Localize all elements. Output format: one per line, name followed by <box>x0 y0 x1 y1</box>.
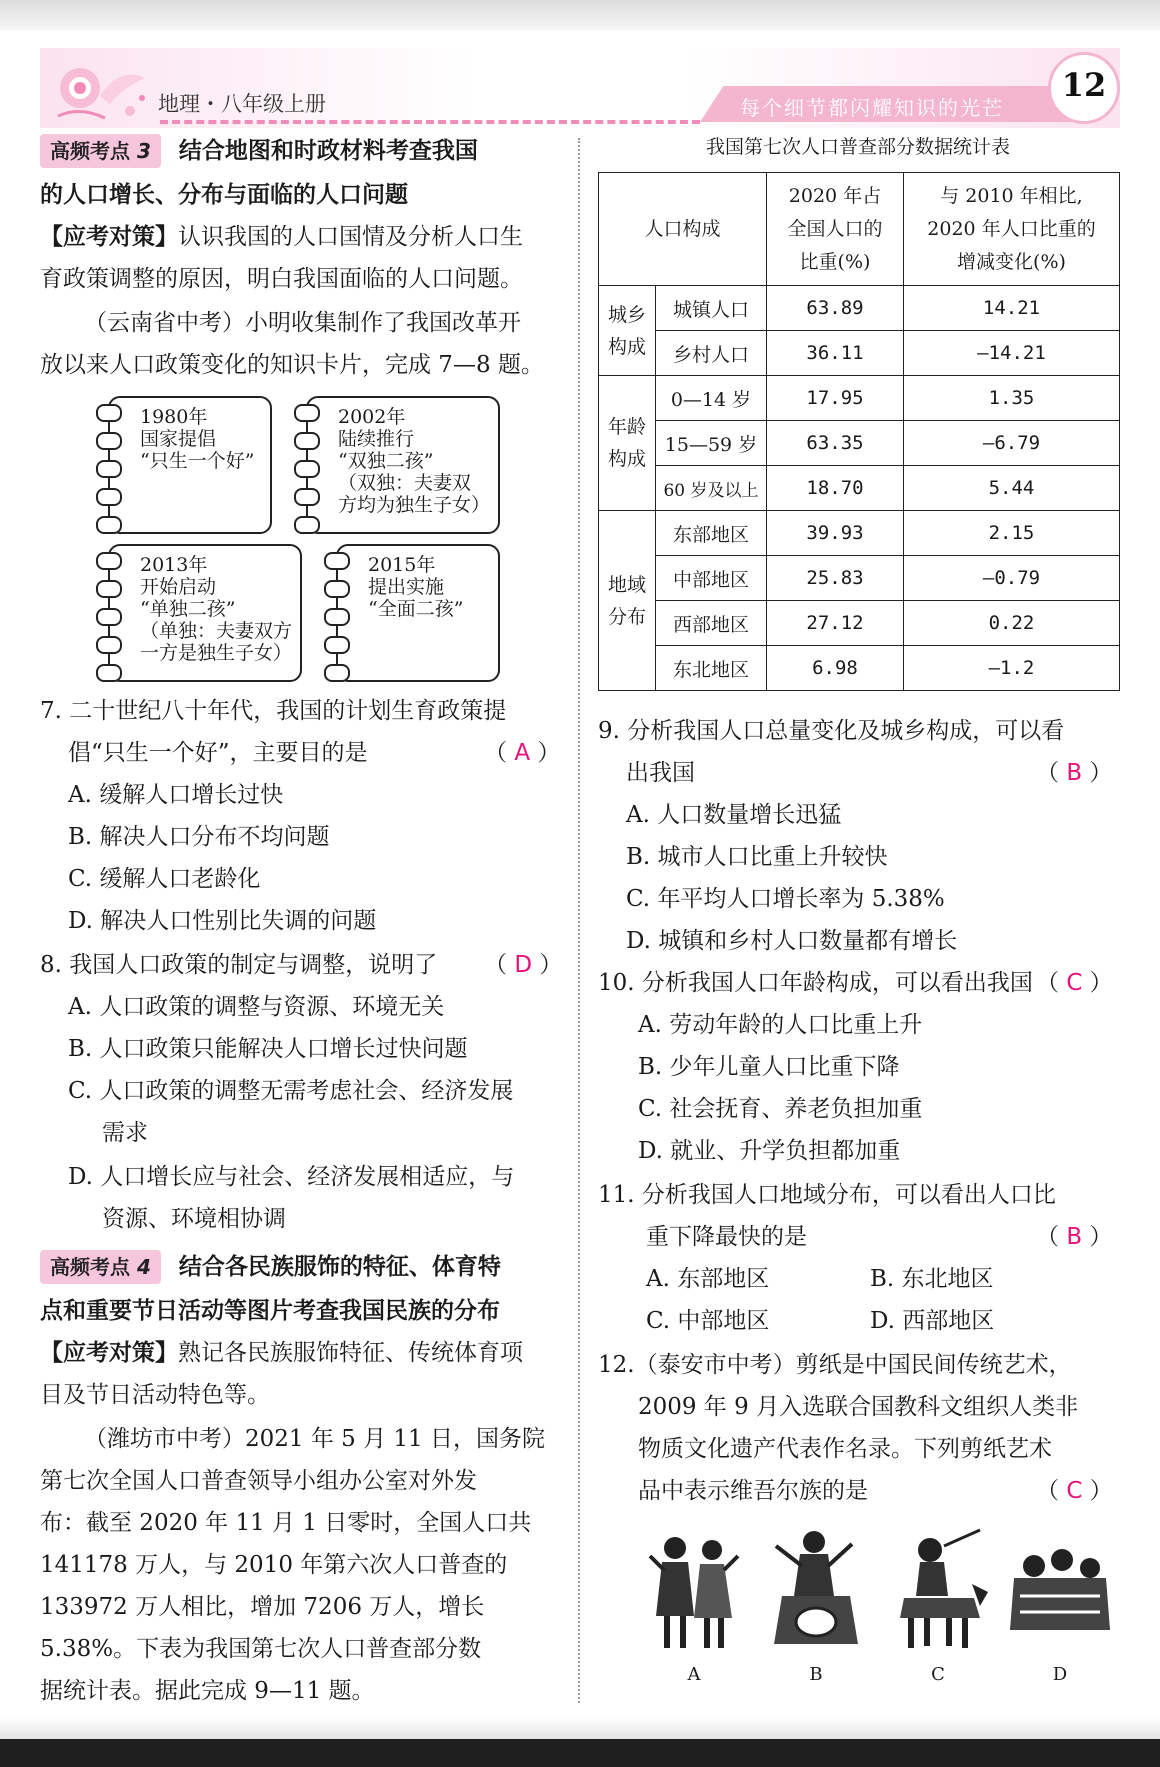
q12-stem-cont: 品中表示维吾尔族的是 <box>638 1478 868 1504</box>
q7-option-d: D. 解决人口性别比失调的问题 <box>68 908 377 934</box>
q9-stem-cont: 出我国 <box>626 760 695 786</box>
papercut-a-dancers-icon <box>640 1526 748 1656</box>
row-label: 东部地区 <box>656 511 767 556</box>
card-text: 2002年 陆续推行 “双独二孩” （双独：夫妻双 方均为独生子女） <box>338 406 491 516</box>
section4-title-cont: 点和重要节日活动等图片考查我国民族的分布 <box>40 1298 500 1324</box>
q11-option-b: B. 东北地区 <box>870 1266 994 1292</box>
papercut-label-a: A <box>687 1664 701 1685</box>
header-share-2020: 2020 年占 全国人口的 比重(%) <box>767 173 904 286</box>
q12-stem-cont: 物质文化遗产代表作名录。下列剪纸艺术 <box>638 1436 1052 1462</box>
material-line: 5.38%。下表为我国第七次人口普查部分数 <box>40 1636 482 1662</box>
table-row <box>599 556 1120 601</box>
q7-option-a: A. 缓解人口增长过快 <box>68 782 284 808</box>
section3-tag: 高频考点 3 <box>40 134 161 168</box>
q10-option-b: B. 少年儿童人口比重下降 <box>638 1054 900 1080</box>
papercut-label-b: B <box>809 1664 823 1685</box>
q10-option-a: A. 劳动年龄的人口比重上升 <box>638 1012 923 1038</box>
cell-change: —1.2 <box>904 646 1120 691</box>
q7-option-c: C. 缓解人口老龄化 <box>68 866 261 892</box>
group-urban-rural: 城乡 构成 <box>599 286 656 376</box>
q11-option-d: D. 西部地区 <box>870 1308 995 1334</box>
card-text: 1980年 国家提倡 “只生一个好” <box>140 406 255 472</box>
section3-strategy: 【应考对策】认识我国的人口国情及分析人口生 <box>40 224 523 250</box>
card-text: 2013年 开始启动 “单独二孩” （单独：夫妻双方 一方是独生子女） <box>140 554 293 664</box>
q11-answer: （ B ） <box>1036 1224 1113 1250</box>
cell-share: 25.83 <box>767 556 904 601</box>
q9-answer: （ B ） <box>1036 760 1113 786</box>
header-dash-line <box>160 120 700 124</box>
q7-stem-cont: 倡“只生一个好”，主要目的是 <box>68 740 368 766</box>
papercut-label-c: C <box>931 1664 945 1685</box>
table-row <box>599 331 1120 376</box>
table-row <box>599 646 1120 691</box>
spiral-binding-icon <box>96 552 124 692</box>
q8-option-c: C. 人口政策的调整无需考虑社会、经济发展 <box>68 1078 514 1104</box>
q10-option-d: D. 就业、升学负担都加重 <box>638 1138 901 1164</box>
q10-stem: 10. 分析我国人口年龄构成，可以看出我国 <box>598 970 1033 996</box>
page-header <box>40 48 1120 130</box>
material-line: 布：截至 2020 年 11 月 1 日零时，全国人口共 <box>40 1510 532 1536</box>
spiral-binding-icon <box>96 404 124 544</box>
q12-stem: 12.（泰安市中考）剪纸是中国民间传统艺术， <box>598 1352 1072 1378</box>
table-row <box>599 511 1120 556</box>
cell-share: 18.70 <box>767 466 904 511</box>
column-divider <box>578 138 580 1703</box>
group-region: 地域 分布 <box>599 511 656 691</box>
row-label: 乡村人口 <box>656 331 767 376</box>
q8-answer: （ D ） <box>484 952 563 978</box>
q10-option-c: C. 社会抚育、养老负担加重 <box>638 1096 923 1122</box>
papercut-label-d: D <box>1052 1664 1068 1685</box>
group-age: 年龄 构成 <box>599 376 656 511</box>
papercut-b-drummer-icon <box>762 1526 870 1656</box>
q11-option-a: A. 东部地区 <box>646 1266 770 1292</box>
q8-option-d: D. 人口增长应与社会、经济发展相适应，与 <box>68 1164 515 1190</box>
q8-option-d-cont: 资源、环境相协调 <box>102 1206 286 1232</box>
table-row <box>599 466 1120 511</box>
cell-share: 63.89 <box>767 286 904 331</box>
q8-option-c-cont: 需求 <box>102 1120 148 1146</box>
header-change-vs-2010: 与 2010 年相比, 2020 年人口比重的 增减变化(%) <box>904 173 1120 286</box>
cell-change: —14.21 <box>904 331 1120 376</box>
material-line: （潍坊市中考）2021 年 5 月 11 日，国务院 <box>84 1426 545 1452</box>
row-label: 东北地区 <box>656 646 767 691</box>
header-population-structure: 人口构成 <box>599 173 767 286</box>
section3-heading: 高频考点 3 结合地图和时政材料考查我国 <box>40 130 478 172</box>
cell-change: 0.22 <box>904 601 1120 646</box>
window-bottom-shade <box>0 1717 1160 1739</box>
window-top-bar <box>0 0 1160 30</box>
spiral-binding-icon <box>294 404 322 544</box>
spiral-binding-icon <box>324 552 352 692</box>
q12-stem-cont: 2009 年 9 月入选联合国教科文组织人类非 <box>638 1394 1079 1420</box>
row-label: 0—14 岁 <box>656 376 767 421</box>
cell-change: —0.79 <box>904 556 1120 601</box>
section4-tag: 高频考点 4 <box>40 1250 161 1284</box>
table-row <box>599 421 1120 466</box>
papercut-c-donkey-rider-icon <box>884 1526 992 1656</box>
section4-strategy-cont: 目及节日活动特色等。 <box>40 1382 270 1408</box>
cell-share: 36.11 <box>767 331 904 376</box>
cell-share: 6.98 <box>767 646 904 691</box>
q11-stem: 11. 分析我国人口地域分布，可以看出人口比 <box>598 1182 1056 1208</box>
section4-strategy: 【应考对策】熟记各民族服饰特征、传统体育项 <box>40 1340 523 1366</box>
row-label: 城镇人口 <box>656 286 767 331</box>
q11-option-c: C. 中部地区 <box>646 1308 770 1334</box>
book-subject: 地理・八年级上册 <box>158 92 326 116</box>
material-line: 133972 万人相比，增加 7206 万人，增长 <box>40 1594 485 1620</box>
policy-card-2013 <box>108 544 302 682</box>
table-row <box>599 286 1120 331</box>
q12-answer: （ C ） <box>1036 1478 1113 1504</box>
cell-change: 5.44 <box>904 466 1120 511</box>
cell-share: 39.93 <box>767 511 904 556</box>
cell-share: 27.12 <box>767 601 904 646</box>
cell-change: 14.21 <box>904 286 1120 331</box>
q11-stem-cont: 重下降最快的是 <box>646 1224 807 1250</box>
row-label: 60 岁及以上 <box>656 466 767 511</box>
card-text: 2015年 提出实施 “全面二孩” <box>368 554 464 620</box>
cell-change: 2.15 <box>904 511 1120 556</box>
q9-option-b: B. 城市人口比重上升较快 <box>626 844 888 870</box>
policy-card-2002 <box>306 396 500 534</box>
flower-ornament-icon <box>50 56 160 126</box>
census-table <box>598 172 1120 691</box>
cell-share: 63.35 <box>767 421 904 466</box>
section4-heading: 高频考点 4 结合各民族服饰的特征、体育特 <box>40 1246 501 1288</box>
q7-8-intro-cont: 放以来人口政策变化的知识卡片，完成 7—8 题。 <box>40 352 544 378</box>
q9-option-d: D. 城镇和乡村人口数量都有增长 <box>626 928 958 954</box>
page-number: 12 <box>1061 66 1107 104</box>
q9-option-a: A. 人口数量增长迅猛 <box>626 802 842 828</box>
policy-card-2015 <box>336 544 500 682</box>
table-row <box>599 376 1120 421</box>
row-label: 15—59 岁 <box>656 421 767 466</box>
cell-change: —6.79 <box>904 421 1120 466</box>
material-line: 141178 万人，与 2010 年第六次人口普查的 <box>40 1552 508 1578</box>
table-header-row <box>599 173 1120 286</box>
row-label: 中部地区 <box>656 556 767 601</box>
policy-card-1980 <box>108 396 272 534</box>
papercut-d-group-icon <box>1006 1526 1114 1656</box>
table-row <box>599 601 1120 646</box>
cell-share: 17.95 <box>767 376 904 421</box>
table-title: 我国第七次人口普查部分数据统计表 <box>705 136 1010 158</box>
cell-change: 1.35 <box>904 376 1120 421</box>
q7-8-intro: （云南省中考）小明收集制作了我国改革开 <box>84 310 521 336</box>
slogan-text: 每个细节都闪耀知识的光芒 <box>740 96 1004 120</box>
q8-stem: 8. 我国人口政策的制定与调整，说明了 <box>40 952 438 978</box>
section3-strategy-cont: 育政策调整的原因，明白我国面临的人口问题。 <box>40 266 523 292</box>
q8-option-b: B. 人口政策只能解决人口增长过快问题 <box>68 1036 468 1062</box>
papercut-images <box>640 1526 1120 1686</box>
q9-option-c: C. 年平均人口增长率为 5.38% <box>626 886 945 912</box>
material-line: 第七次全国人口普查领导小组办公室对外发 <box>40 1468 477 1494</box>
window-bottom-bar <box>0 1739 1160 1767</box>
section3-title-cont: 的人口增长、分布与面临的人口问题 <box>40 182 408 208</box>
q7-option-b: B. 解决人口分布不均问题 <box>68 824 330 850</box>
q9-stem: 9. 分析我国人口总量变化及城乡构成，可以看 <box>598 718 1065 744</box>
q8-option-a: A. 人口政策的调整与资源、环境无关 <box>68 994 445 1020</box>
row-label: 西部地区 <box>656 601 767 646</box>
q10-answer: （ C ） <box>1036 970 1113 996</box>
material-line: 据统计表。据此完成 9—11 题。 <box>40 1678 375 1704</box>
q7-stem: 7. 二十世纪八十年代，我国的计划生育政策提 <box>40 698 507 724</box>
q7-answer: （ A ） <box>484 740 561 766</box>
